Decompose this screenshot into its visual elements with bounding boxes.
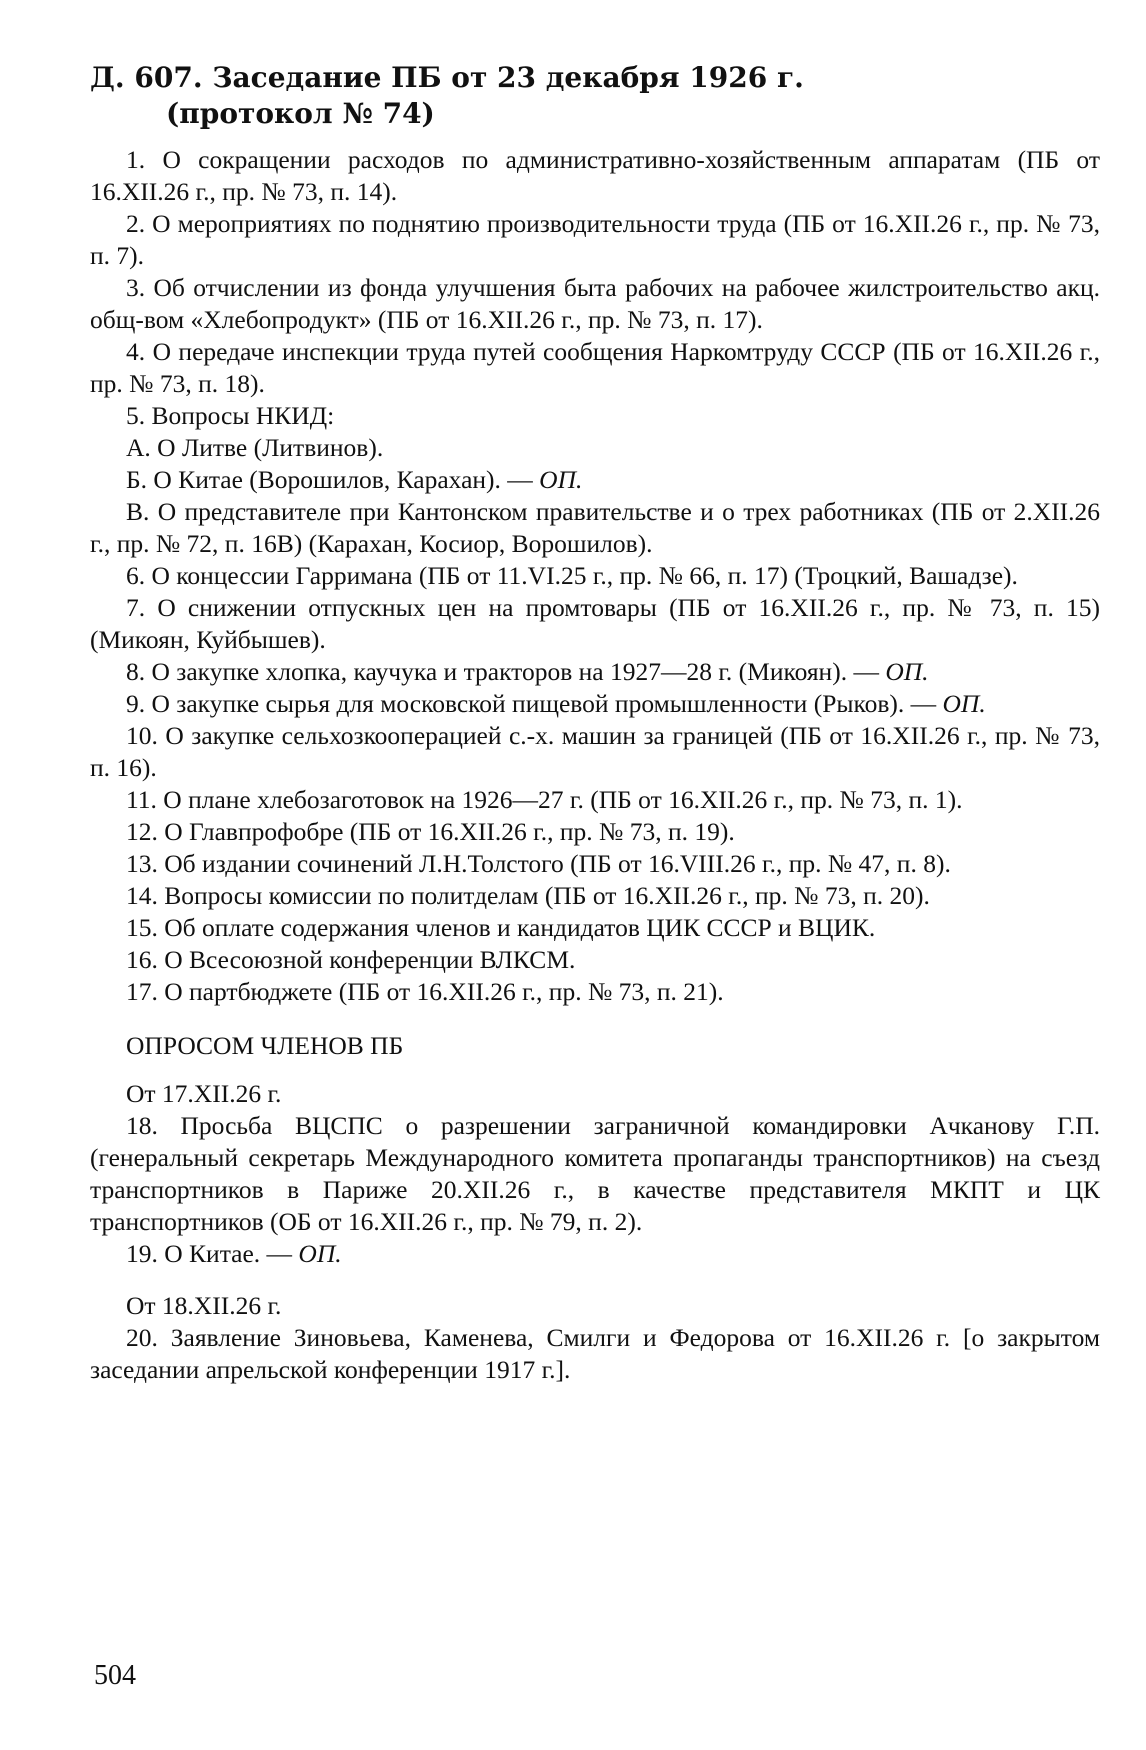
agenda-item: [90, 720, 1100, 784]
agenda-item: [90, 688, 1100, 720]
decision-mark: ОП.: [942, 689, 986, 718]
title-line-1: Д. 607. Заседание ПБ от 23 декабря 1926 г.: [90, 61, 804, 94]
agenda-item: [90, 496, 1100, 560]
date-heading: От 18.XII.26 г.: [126, 1291, 282, 1320]
agenda-item: [90, 784, 1100, 816]
agenda-item-text: Б. О Китае (Ворошилов, Карахан). —: [126, 465, 540, 494]
agenda-item-text: 17. О партбюджете (ПБ от 16.XII.26 г., пр. № 73, п. 21).: [126, 977, 724, 1006]
agenda-item: [90, 464, 1100, 496]
agenda-item-text: 3. Об отчислении из фонда улучшения быта рабочих на рабочее жилстроительство акц. общ-вом «Хлебопродукт» (ПБ от 16.XII.26 г., пр. № 73, п. 17).: [90, 273, 1100, 334]
agenda-item: [90, 816, 1100, 848]
agenda-item: [90, 1110, 1100, 1238]
page-number: 504: [94, 1660, 136, 1691]
decision-mark: ОП.: [298, 1239, 342, 1268]
agenda-item: [90, 560, 1100, 592]
decision-mark: ОП.: [539, 465, 583, 494]
agenda-item: [90, 976, 1100, 1008]
agenda-item: [90, 400, 1100, 432]
agenda-item: [90, 1322, 1100, 1386]
agenda-item: [90, 272, 1100, 336]
agenda-item-text: 4. О передаче инспекции труда путей сообщения Наркомтруду СССР (ПБ от 16.XII.26 г., пр. № 73, п. 18).: [90, 337, 1100, 398]
section-heading: ОПРОСОМ ЧЛЕНОВ ПБ: [126, 1031, 404, 1060]
agenda-item-text: 1. О сокращении расходов по административно-хозяйственным аппаратам (ПБ от 16.XII.26 г., пр. № 73, п. 14).: [90, 145, 1100, 206]
agenda-item-text: 15. Об оплате содержания членов и кандидатов ЦИК СССР и ВЦИК.: [126, 913, 876, 942]
agenda-item-text: 6. О концессии Гарримана (ПБ от 11.VI.25 г., пр. № 66, п. 17) (Троцкий, Вашадзе).: [126, 561, 1018, 590]
agenda-item: [90, 848, 1100, 880]
agenda-item-text: 11. О плане хлебозаготовок на 1926—27 г. (ПБ от 16.XII.26 г., пр. № 73, п. 1).: [126, 785, 963, 814]
agenda-item-text: 12. О Главпрофобре (ПБ от 16.XII.26 г., пр. № 73, п. 19).: [126, 817, 735, 846]
agenda-item: [90, 144, 1100, 208]
agenda-item-text: 8. О закупке хлопка, каучука и тракторов на 1927—28 г. (Микоян). —: [126, 657, 886, 686]
document-body: [90, 144, 1100, 1386]
agenda-item-text: 14. Вопросы комиссии по политделам (ПБ от 16.XII.26 г., пр. № 73, п. 20).: [126, 881, 930, 910]
agenda-item-text: 16. О Всесоюзной конференции ВЛКСМ.: [126, 945, 576, 974]
agenda-item: [90, 208, 1100, 272]
agenda-item: [90, 880, 1100, 912]
decision-mark: ОП.: [885, 657, 929, 686]
agenda-item-text: 10. О закупке сельхозкооперацией с.-х. машин за границей (ПБ от 16.XII.26 г., пр. № 73, п. 16).: [90, 721, 1100, 782]
agenda-item-text: 18. Просьба ВЦСПС о разрешении заграничной командировки Ачканову Г.П. (генеральный секретарь Международного комитета пропаганды транспортников) на съезд транспортников в Париже 20.XII.26 г., в качестве представителя МКПТ и ЦК транспортников (ОБ от 16.XII.26 г., пр. № 79, п. 2).: [90, 1111, 1100, 1236]
agenda-item-text: 19. О Китае. —: [126, 1239, 299, 1268]
agenda-item: [90, 944, 1100, 976]
agenda-item: [90, 656, 1100, 688]
agenda-item: [90, 592, 1100, 656]
date-heading: От 17.XII.26 г.: [126, 1079, 282, 1108]
agenda-item-text: 2. О мероприятиях по поднятию производительности труда (ПБ от 16.XII.26 г., пр. № 73, п. 7).: [90, 209, 1100, 270]
agenda-list: [90, 144, 1100, 1008]
agenda-list-poll-2: [90, 1322, 1100, 1386]
agenda-item-text: 13. Об издании сочинений Л.Н.Толстого (ПБ от 16.VIII.26 г., пр. № 47, п. 8).: [126, 849, 951, 878]
agenda-item-text: 20. Заявление Зиновьева, Каменева, Смилги и Федорова от 16.XII.26 г. [о закрытом заседании апрельской конференции 1917 г.].: [90, 1323, 1100, 1384]
agenda-item-text: 7. О снижении отпускных цен на промтовары (ПБ от 16.XII.26 г., пр. № 73, п. 15) (Микоян, Куйбышев).: [90, 593, 1100, 654]
title-line-2: (протокол № 74): [166, 97, 435, 130]
agenda-item: [90, 912, 1100, 944]
document-title: [90, 60, 1100, 132]
agenda-list-poll-1: [90, 1110, 1100, 1270]
agenda-item-text: В. О представителе при Кантонском правительстве и о трех работниках (ПБ от 2.XII.26 г., пр. № 72, п. 16В) (Карахан, Косиор, Ворошилов).: [90, 497, 1100, 558]
agenda-item: [90, 1238, 1100, 1270]
agenda-item-text: 5. Вопросы НКИД:: [126, 401, 335, 430]
agenda-item-text: А. О Литве (Литвинов).: [126, 433, 384, 462]
agenda-item: [90, 336, 1100, 400]
agenda-item-text: 9. О закупке сырья для московской пищевой промышленности (Рыков). —: [126, 689, 943, 718]
document-page: [90, 60, 1100, 1386]
agenda-item: [90, 432, 1100, 464]
